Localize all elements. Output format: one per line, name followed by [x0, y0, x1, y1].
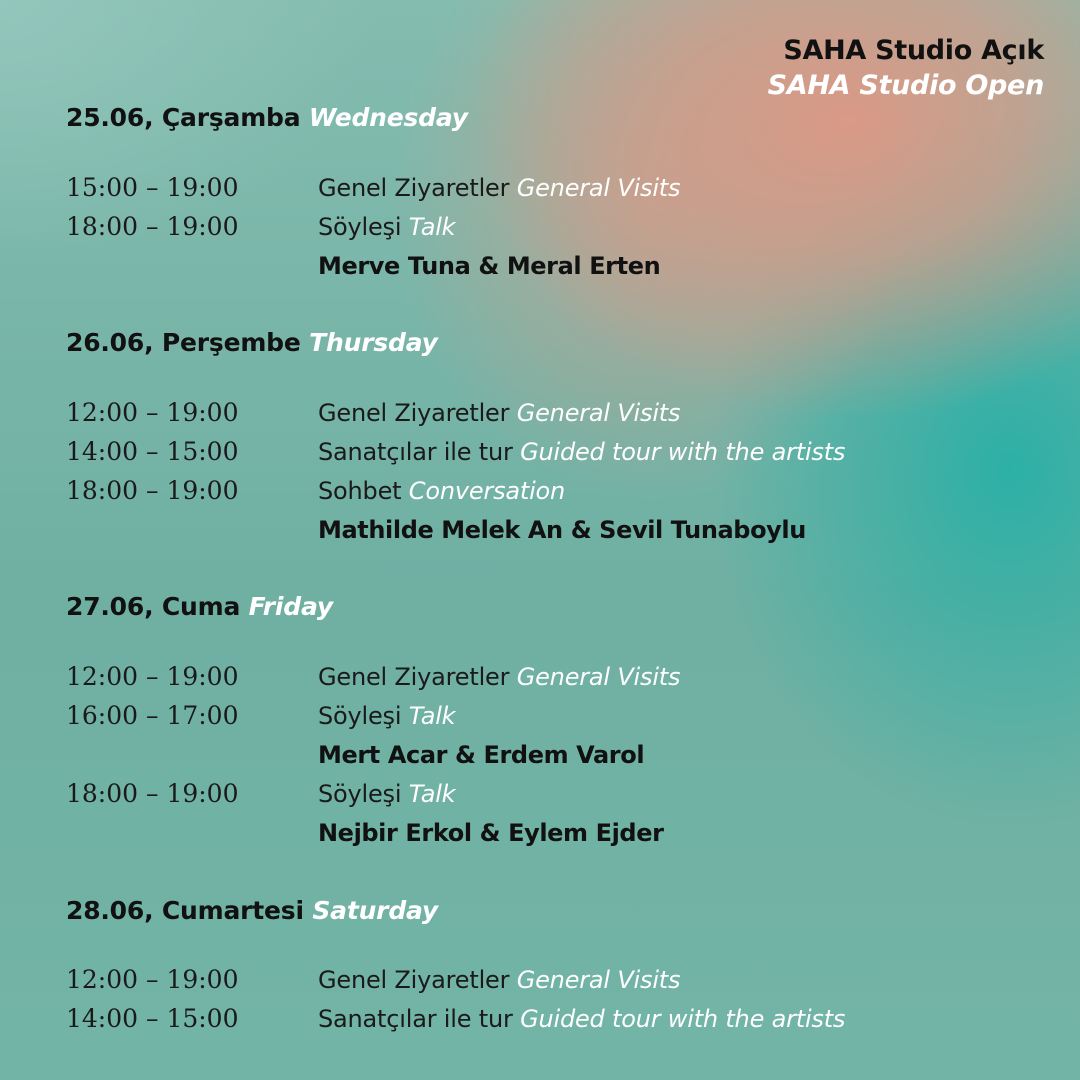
event-time: 14:00 – 15:00 [66, 1004, 239, 1033]
event-time: 14:00 – 15:00 [66, 437, 239, 466]
day-heading-wednesday [66, 101, 468, 135]
day-name-en: Wednesday [308, 103, 468, 132]
event-activity-tr: Söyleşi [318, 780, 402, 808]
event-activity-en: Guided tour with the artists [520, 438, 846, 466]
day-name-en: Saturday [312, 896, 439, 925]
event-activity [318, 776, 455, 812]
event-time: 18:00 – 19:00 [66, 476, 239, 505]
event-activity [318, 434, 845, 470]
day-name-tr: Cuma [161, 592, 241, 621]
event-speakers: Mert Acar & Erdem Varol [318, 741, 645, 769]
event-speakers: Merve Tuna & Meral Erten [318, 252, 661, 280]
event-activity-tr: Sanatçılar ile tur [318, 438, 513, 466]
brand-title [768, 34, 1044, 104]
event-activity [318, 659, 680, 695]
event-time: 18:00 – 19:00 [66, 779, 239, 808]
event-activity-en: Talk [408, 702, 456, 730]
event-time: 18:00 – 19:00 [66, 212, 239, 241]
day-name-tr: Cumartesi [161, 896, 304, 925]
event-activity-en: Guided tour with the artists [520, 1005, 846, 1033]
event-time: 15:00 – 19:00 [66, 173, 239, 202]
day-name-tr: Perşembe [161, 328, 301, 357]
event-activity-en: General Visits [516, 174, 681, 202]
event-activity-tr: Genel Ziyaretler [318, 966, 510, 994]
event-activity [318, 473, 565, 509]
event-time: 12:00 – 19:00 [66, 965, 239, 994]
event-activity [318, 1001, 845, 1037]
day-date: 26.06, [66, 328, 154, 357]
event-activity-tr: Genel Ziyaretler [318, 174, 510, 202]
event-speakers: Nejbir Erkol & Eylem Ejder [318, 819, 664, 847]
event-activity-tr: Sanatçılar ile tur [318, 1005, 513, 1033]
event-activity-en: General Visits [516, 399, 681, 427]
day-heading-thursday [66, 326, 438, 360]
event-activity-en: Conversation [408, 477, 566, 505]
event-activity-en: General Visits [516, 663, 681, 691]
event-activity-tr: Genel Ziyaretler [318, 663, 510, 691]
event-time: 12:00 – 19:00 [66, 662, 239, 691]
day-date: 28.06, [66, 896, 154, 925]
event-activity [318, 698, 455, 734]
event-speakers: Mathilde Melek An & Sevil Tunaboylu [318, 516, 806, 544]
event-time: 16:00 – 17:00 [66, 701, 239, 730]
day-name-en: Friday [248, 592, 333, 621]
day-heading-saturday [66, 894, 438, 928]
event-activity [318, 962, 680, 998]
event-activity-en: General Visits [516, 966, 681, 994]
day-name-en: Thursday [309, 328, 438, 357]
day-name-tr: Çarşamba [161, 103, 301, 132]
event-activity-tr: Söyleşi [318, 702, 402, 730]
event-time: 12:00 – 19:00 [66, 398, 239, 427]
event-activity-tr: Genel Ziyaretler [318, 399, 510, 427]
event-activity [318, 170, 680, 206]
brand-title-en: SAHA Studio Open [767, 70, 1044, 101]
event-activity-tr: Söyleşi [318, 213, 402, 241]
brand-title-tr: SAHA Studio Açık [783, 35, 1044, 66]
day-heading-friday [66, 590, 333, 624]
day-date: 25.06, [66, 103, 154, 132]
event-activity-tr: Sohbet [318, 477, 402, 505]
event-activity [318, 395, 680, 431]
day-date: 27.06, [66, 592, 154, 621]
event-activity [318, 209, 455, 245]
event-activity-en: Talk [408, 780, 456, 808]
event-activity-en: Talk [408, 213, 456, 241]
